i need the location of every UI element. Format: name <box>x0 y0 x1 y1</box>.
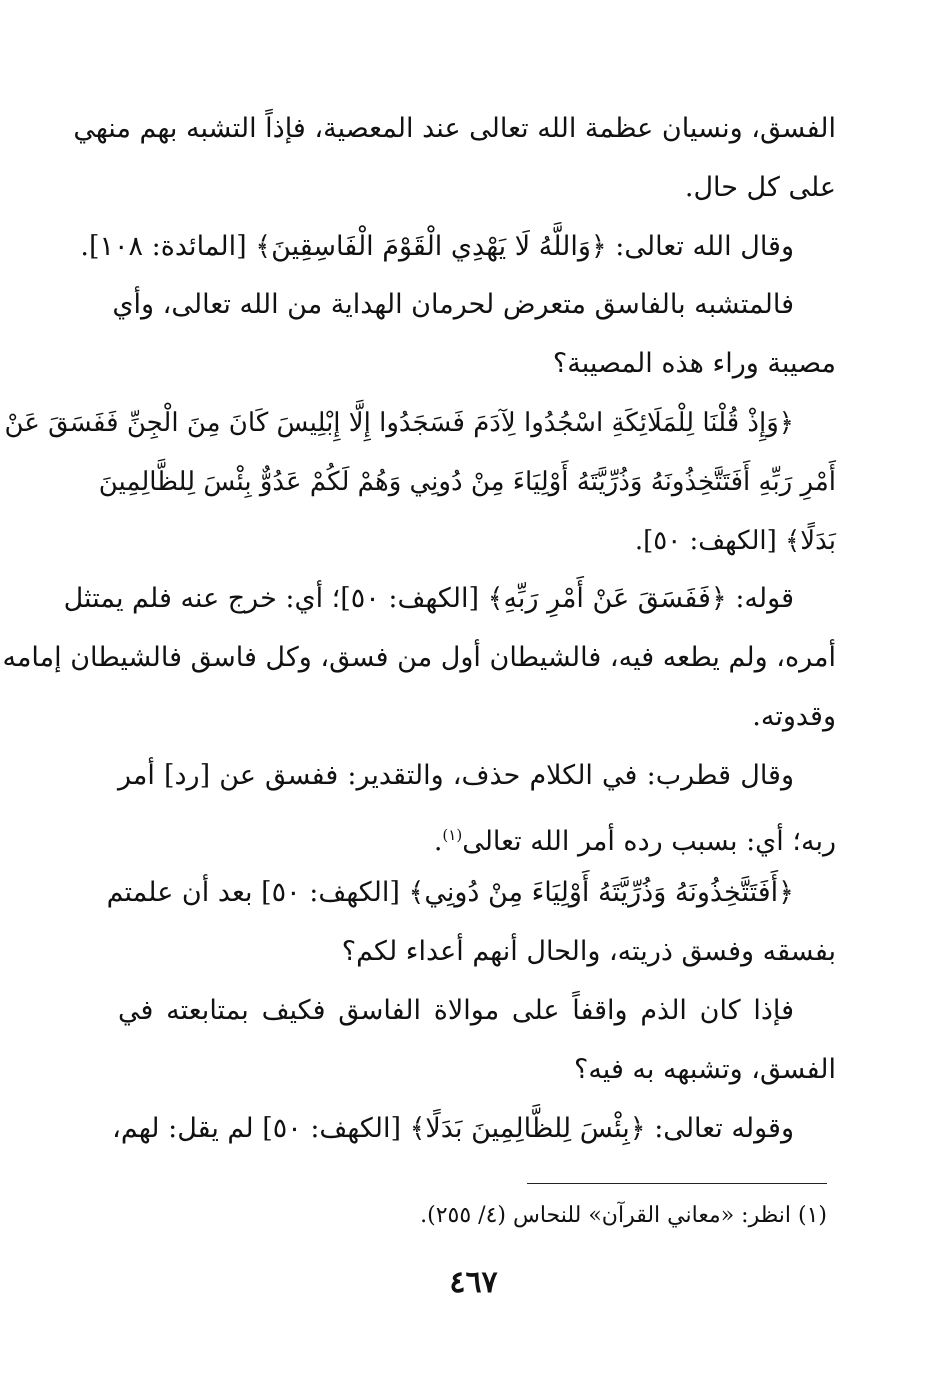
text-line-11: وقدوته. <box>752 700 836 732</box>
text-line-5: مصيبة وراء هذه المصيبة؟ <box>552 348 836 380</box>
text-line-13 <box>118 806 836 865</box>
text-line-14: ﴿أَفَتَتَّخِذُونَهُ وَذُرِّيَّتَهُ أَوْلِيَاءَ مِنْ دُونِي﴾ [الكهف: ٥٠] بعد أن علمتم <box>106 877 794 909</box>
body-text <box>2 100 836 1158</box>
text-line-1: الفسق، ونسيان عظمة الله تعالى عند المعصية، فإذاً التشبه بهم منهي <box>73 113 836 144</box>
text-line-18: وقوله تعالى: ﴿بِئْسَ لِلظَّالِمِينَ بَدَلًا﴾ [الكهف: ٥٠] لم يقل: لهم، <box>112 1112 794 1144</box>
quran-line-1: ﴿وَإِذْ قُلْنَا لِلْمَلَائِكَةِ اسْجُدُوا لِآدَمَ فَسَجَدُوا إِلَّا إِبْلِيسَ كَانَ مِنَ الْجِنِّ فَفَسَقَ عَنْ <box>4 407 794 438</box>
text-line-13-end: . <box>433 825 443 857</box>
text-line-3: وقال الله تعالى: ﴿وَاللَّهُ لَا يَهْدِي الْقَوْمَ الْفَاسِقِينَ﴾ [المائدة: ١٠٨]. <box>80 230 794 262</box>
text-line-2: على كل حال. <box>684 171 836 203</box>
footnote-separator <box>527 1183 827 1184</box>
text-line-16: فإذا كان الذم واقفاً على موالاة الفاسق فكيف بمتابعته في <box>118 994 794 1026</box>
quran-line-2: أَمْرِ رَبِّهِ أَفَتَتَّخِذُونَهُ وَذُرِّيَّتَهُ أَوْلِيَاءَ مِنْ دُونِي وَهُمْ لَكُمْ عَدُوٌّ بِئْسَ لِلظَّالِمِينَ <box>98 466 836 497</box>
footnote-reference: (١) <box>442 825 463 844</box>
text-line-10: أمره، ولم يطعه فيه، فالشيطان أول من فسق، وكل فاسق فالشيطان إمامه <box>2 642 836 674</box>
footnote: (١) انظر: «معاني القرآن» للنحاس (٤/ ٢٥٥). <box>420 1203 827 1228</box>
quran-line-3: بَدَلًا﴾ [الكهف: ٥٠]. <box>634 525 836 556</box>
text-line-13-text: ربه؛ أي: بسبب رده أمر الله تعالى <box>462 825 836 857</box>
text-line-12: وقال قطرب: في الكلام حذف، والتقدير: ففسق عن [رد] أمر <box>118 759 794 791</box>
text-line-4: فالمتشبه بالفاسق متعرض لحرمان الهداية من الله تعالى، وأي <box>112 289 794 321</box>
page-number: ٤٦٧ <box>449 1265 498 1300</box>
text-line-15: بفسقه وفسق ذريته، والحال أنهم أعداء لكم؟ <box>341 936 836 968</box>
text-line-17: الفسق، وتشبهه به فيه؟ <box>573 1053 836 1085</box>
text-line-9: قوله: ﴿فَفَسَقَ عَنْ أَمْرِ رَبِّهِ﴾ [الكهف: ٥٠]؛ أي: خرج عنه فلم يمتثل <box>63 583 794 615</box>
